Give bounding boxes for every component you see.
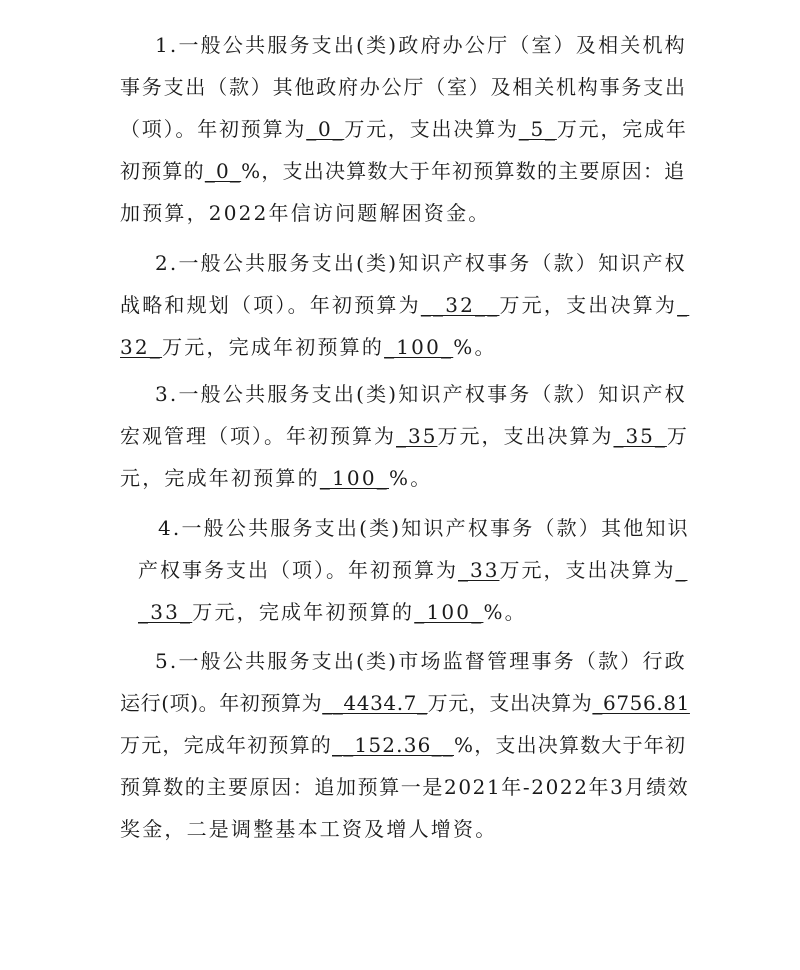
initial-budget-value: __4434.7_ <box>322 691 428 715</box>
paragraph-5-line-4 <box>120 774 689 800</box>
paragraph-4-line-1 <box>158 515 690 541</box>
text-segment: （项）。年初预算为 <box>120 117 307 141</box>
final-account-value: _6756.81 <box>592 691 690 715</box>
text-segment: 4.一般公共服务支出(类)知识产权事务（款）其他知识 <box>158 516 690 540</box>
text-segment: 万元，支出决算为 <box>499 558 676 582</box>
paragraph-3-line-1 <box>155 381 687 407</box>
completion-percent-value: _0_ <box>204 159 242 183</box>
paragraph-5-line-2 <box>120 690 690 716</box>
paragraph-5-line-3 <box>120 732 686 758</box>
paragraph-1-line-3 <box>120 116 688 142</box>
text-segment: 产权事务支出（项）。年初预算为 <box>138 558 458 582</box>
paragraph-4-line-2 <box>138 557 687 583</box>
text-segment: 运行(项)。年初预算为 <box>120 691 323 715</box>
text-segment: 5.一般公共服务支出(类)市场监督管理事务（款）行政 <box>155 649 687 673</box>
paragraph-5-line-1 <box>155 648 687 674</box>
text-segment: 万元，支出决算为 <box>499 293 678 317</box>
text-segment: 2.一般公共服务支出(类)知识产权事务（款）知识产权 <box>155 251 687 275</box>
initial-budget-value: __32__ <box>420 293 500 317</box>
text-segment: 1.一般公共服务支出(类)政府办公厅（室）及相关机构 <box>155 33 687 57</box>
paragraph-1-line-4 <box>120 158 685 184</box>
final-account-value: 32_ <box>120 335 163 359</box>
text-segment: %。 <box>483 600 527 624</box>
text-segment: %。 <box>453 335 497 359</box>
text-segment: %，支出决算数大于年初 <box>453 733 687 757</box>
text-segment: 万元，完成年初预算的 <box>120 733 332 757</box>
text-segment: 万 <box>666 424 689 448</box>
text-segment: 加预算，2022年信访问题解困资金。 <box>120 201 491 225</box>
text-segment: 战略和规划（项）。年初预算为 <box>120 293 421 317</box>
text-segment: 奖金，二是调整基本工资及增人增资。 <box>120 817 498 841</box>
paragraph-5-line-5 <box>120 816 497 842</box>
final-account-value: _ <box>675 558 688 582</box>
text-segment: 3.一般公共服务支出(类)知识产权事务（款）知识产权 <box>155 382 687 406</box>
paragraph-1-line-5 <box>120 200 491 226</box>
completion-percent-value: __152.36__ <box>332 733 454 757</box>
paragraph-1-line-1 <box>155 32 687 58</box>
completion-percent-value: _100_ <box>384 335 454 359</box>
text-segment: 预算数的主要原因：追加预算一是2021年-2022年3月绩效 <box>120 775 690 799</box>
initial-budget-value: _0_ <box>306 117 345 141</box>
text-segment: 万元，完成年 <box>556 117 688 141</box>
text-segment: 宏观管理（项）。年初预算为 <box>120 424 396 448</box>
paragraph-3-line-2 <box>120 423 689 449</box>
paragraph-3-line-3 <box>120 465 432 491</box>
paragraph-2-line-3 <box>120 334 497 360</box>
text-segment: 万元，支出决算为 <box>437 424 614 448</box>
text-segment: 初预算的 <box>120 159 205 183</box>
text-segment: 万元，完成年初预算的 <box>192 600 415 624</box>
text-segment: 事务支出（款）其他政府办公厅（室）及相关机构事务支出 <box>120 75 687 99</box>
completion-percent-value: _100_ <box>319 466 389 490</box>
text-segment: 万元，支出决算为 <box>427 691 593 715</box>
paragraph-1-line-2 <box>120 74 687 100</box>
text-segment: %，支出决算数大于年初预算数的主要原因：追 <box>241 159 686 183</box>
text-segment: %。 <box>389 466 433 490</box>
text-segment: 元，完成年初预算的 <box>120 466 320 490</box>
paragraph-2-line-2 <box>120 292 689 318</box>
final-account-value: _35_ <box>613 424 667 448</box>
text-segment: 万元，完成年初预算的 <box>162 335 385 359</box>
initial-budget-value: _35 <box>396 424 438 448</box>
final-account-value: _5_ <box>518 117 557 141</box>
final-account-value: _33_ <box>138 600 193 624</box>
paragraph-2-line-1 <box>155 250 687 276</box>
final-account-value: _ <box>677 293 690 317</box>
initial-budget-value: _33 <box>458 558 500 582</box>
completion-percent-value: _100_ <box>414 600 484 624</box>
text-segment: 万元，支出决算为 <box>344 117 519 141</box>
paragraph-4-line-3 <box>138 599 527 625</box>
